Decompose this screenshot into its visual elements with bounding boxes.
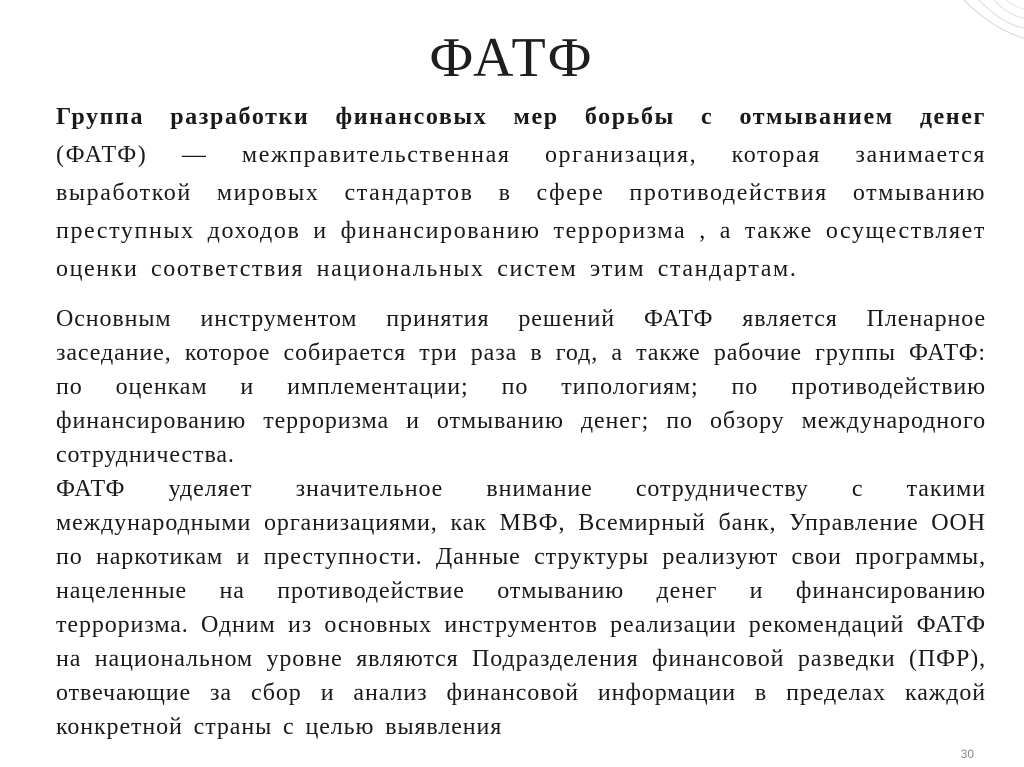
slide-body [56,98,986,744]
paragraph-decision-making: Основным инструментом принятия решений ФАТФ является Пленарное заседание, которое собирается три раза в год, а также рабочие группы ФАТФ: по оценкам и имплементации; по типологиям; по противодействию финансированию терроризма и отмыванию денег; по обзору международного сотрудничества. [56,306,986,468]
paragraph-definition [56,98,986,288]
paragraph-definition-lead: Группа разработки финансовых мер борьбы с отмыванием денег [56,104,986,130]
slide-title: ФАТФ [429,27,595,89]
paragraph-definition-text: (ФАТФ) — межправительственная организация, которая занимается выработкой мировых стандартов в сфере противодействия отмыванию преступных доходов и финансированию терроризма , а также осуществляет оценки соответствия национальных систем этим стандартам. [56,142,986,282]
page-number: 30 [960,747,974,761]
paragraph-cooperation: ФАТФ уделяет значительное внимание сотрудничеству с такими международными организациями, как МВФ, Всемирный банк, Управление ООН по наркотикам и преступности. Данные структуры реализуют свои программы, нацеленные на противодействие отмыванию денег и финансированию терроризма. Одним из основных инструментов реализации рекомендаций ФАТФ на национальном уровне являются Подразделения финансовой разведки (ПФР), отвечающие за сбор и анализ финансовой информации в пределах каждой конкретной страны с целью выявления [56,476,986,740]
